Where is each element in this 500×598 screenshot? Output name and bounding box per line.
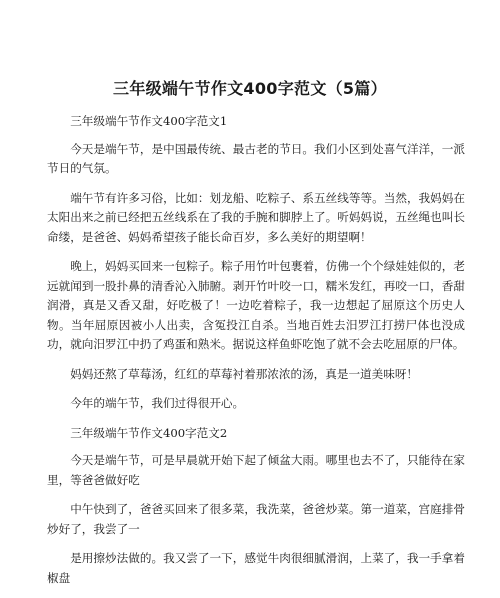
document-body	[47, 112, 465, 598]
section-heading: 三年级端午节作文400字范文1	[70, 114, 228, 128]
paragraph: 今天是端午节，可是早晨就开始下起了倾盆大雨。哪里也去不了，只能待在家里，等爸爸做好吃	[47, 453, 465, 487]
paragraph: 晚上，妈妈买回来一包粽子。粽子用竹叶包裹着，仿佛一个个绿娃娃似的，老远就闻到一股扑鼻的清香沁入肺腑。剥开竹叶咬一口，糯米发红，再咬一口，香甜润滑，真是又香又甜，好吃极了！一边吃着粽子，我一边想起了屈原这个历史人物。当年屈原因被小人出卖，含冤投江自杀。当地百姓去汨罗江打捞尸体也没成功，就向汨罗江中扔了鸡蛋和熟米。据说这样鱼虾吃饱了就不会去吃屈原的尸体。	[47, 259, 465, 351]
paragraph: 今天是端午节，是中国最传统、最古老的节日。我们小区到处喜气洋洋，一派节日的气氛。	[47, 141, 465, 175]
page-title: 三年级端午节作文400字范文（5篇）	[113, 79, 387, 98]
paragraph: 端午节有许多习俗，比如：划龙船、吃粽子、系五丝线等等。当然，我妈妈在太阳出来之前已经把五丝线系在了我的手腕和脚脖上了。听妈妈说，五丝绳也叫长命缕，是爸爸、妈妈希望孩子能长命百岁，多么美好的期望啊！	[47, 190, 465, 244]
paragraph: 中午快到了，爸爸买回来了很多菜，我洗菜，爸爸炒菜。第一道菜，宫庭排骨炒好了，我尝了一	[47, 502, 465, 536]
paragraph: 妈妈还熬了草莓汤，红红的草莓衬着那浓浓的汤，真是一道美味呀！	[70, 366, 419, 381]
paragraph: 今年的端午节，我们过得很开心。	[70, 396, 245, 410]
section-heading: 三年级端午节作文400字范文2	[70, 425, 228, 440]
paragraph: 是用擦炒法做的。我又尝了一下，感觉牛肉很细腻滑润，上菜了，我一手拿着椒盘	[47, 551, 465, 585]
